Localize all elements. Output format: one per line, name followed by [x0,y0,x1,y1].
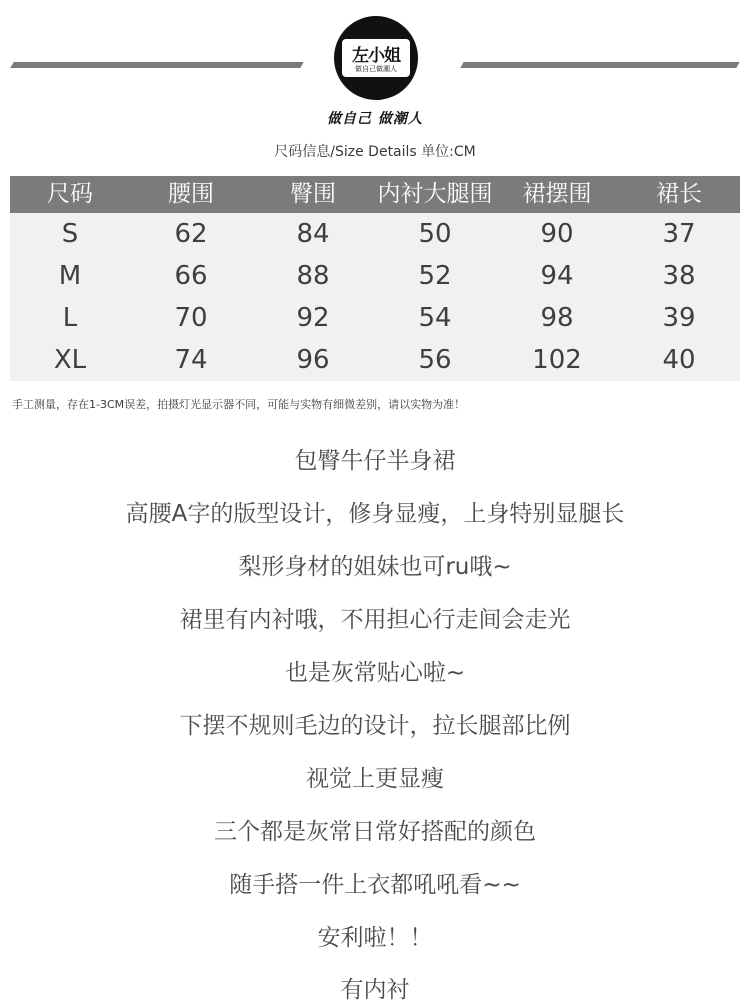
logo-small-text: 做自己做潮人 [355,65,397,73]
description-line: 包臀牛仔半身裙 [294,448,456,474]
table-row [10,297,740,339]
cell-size: S [61,219,79,249]
header-cell-hip: 臀围 [290,181,336,207]
header-cell-waist: 腰围 [168,181,214,207]
cell-hem: 94 [540,261,574,291]
measurement-note: 手工测量，存在1-3CM误差，拍摄灯光显示器不同，可能与实物有细微差别，请以实物为准！ [12,398,466,411]
brand-slogan: 做自己 做潮人 [327,111,423,127]
description-line: 随手搭一件上衣都吼吼看~~ [229,872,521,898]
cell-waist: 74 [174,345,208,375]
table-row [10,213,740,255]
cell-hem: 90 [540,219,574,249]
left-divider-rule [10,62,303,68]
brand-logo [334,16,418,100]
cell-length: 40 [662,345,696,375]
right-divider-rule [460,62,739,68]
size-table-header-row [10,176,740,213]
description-line: 下摆不规则毛边的设计，拉长腿部比例 [179,713,571,739]
brand-header [0,0,750,140]
description-line: 安利啦！！ [317,925,433,951]
cell-hem: 98 [540,303,574,333]
cell-waist: 66 [174,261,208,291]
header-cell-size: 尺码 [47,181,93,207]
description-line: 三个都是灰常日常好搭配的颜色 [214,819,536,845]
cell-hip: 92 [296,303,330,333]
table-row [10,339,740,381]
cell-hip: 84 [296,219,330,249]
cell-hip: 96 [296,345,330,375]
cell-length: 37 [662,219,696,249]
cell-size: XL [53,345,87,375]
cell-lining-thigh: 50 [418,219,452,249]
cell-lining-thigh: 56 [418,345,452,375]
cell-length: 39 [662,303,696,333]
header-cell-hem: 裙摆围 [522,181,592,207]
description-line: 也是灰常贴心啦~ [284,660,466,686]
cell-lining-thigh: 52 [418,261,452,291]
logo-label-band [342,39,410,77]
table-row [10,255,740,297]
cell-lining-thigh: 54 [418,303,452,333]
logo-brand-name: 左小姐 [352,46,400,66]
description-line: 高腰A字的版型设计，修身显瘦，上身特别显腿长 [125,501,625,527]
cell-length: 38 [662,261,696,291]
cell-waist: 62 [174,219,208,249]
cell-hip: 88 [296,261,330,291]
description-line: 梨形身材的姐妹也可ru哦~ [238,554,512,580]
cell-waist: 70 [174,303,208,333]
cell-size: L [62,303,78,333]
cell-hem: 102 [532,345,582,375]
size-table-title: 尺码信息/Size Details 单位:CM [274,144,476,160]
header-cell-lining-thigh: 内衬大腿围 [377,181,493,207]
description-line: 视觉上更显瘦 [306,766,444,792]
cell-size: M [58,261,82,291]
header-cell-length: 裙长 [656,181,702,207]
size-table [10,176,740,381]
description-line: 裙里有内衬哦，不用担心行走间会走光 [179,607,571,633]
description-line: 有内衬 [340,977,410,1003]
